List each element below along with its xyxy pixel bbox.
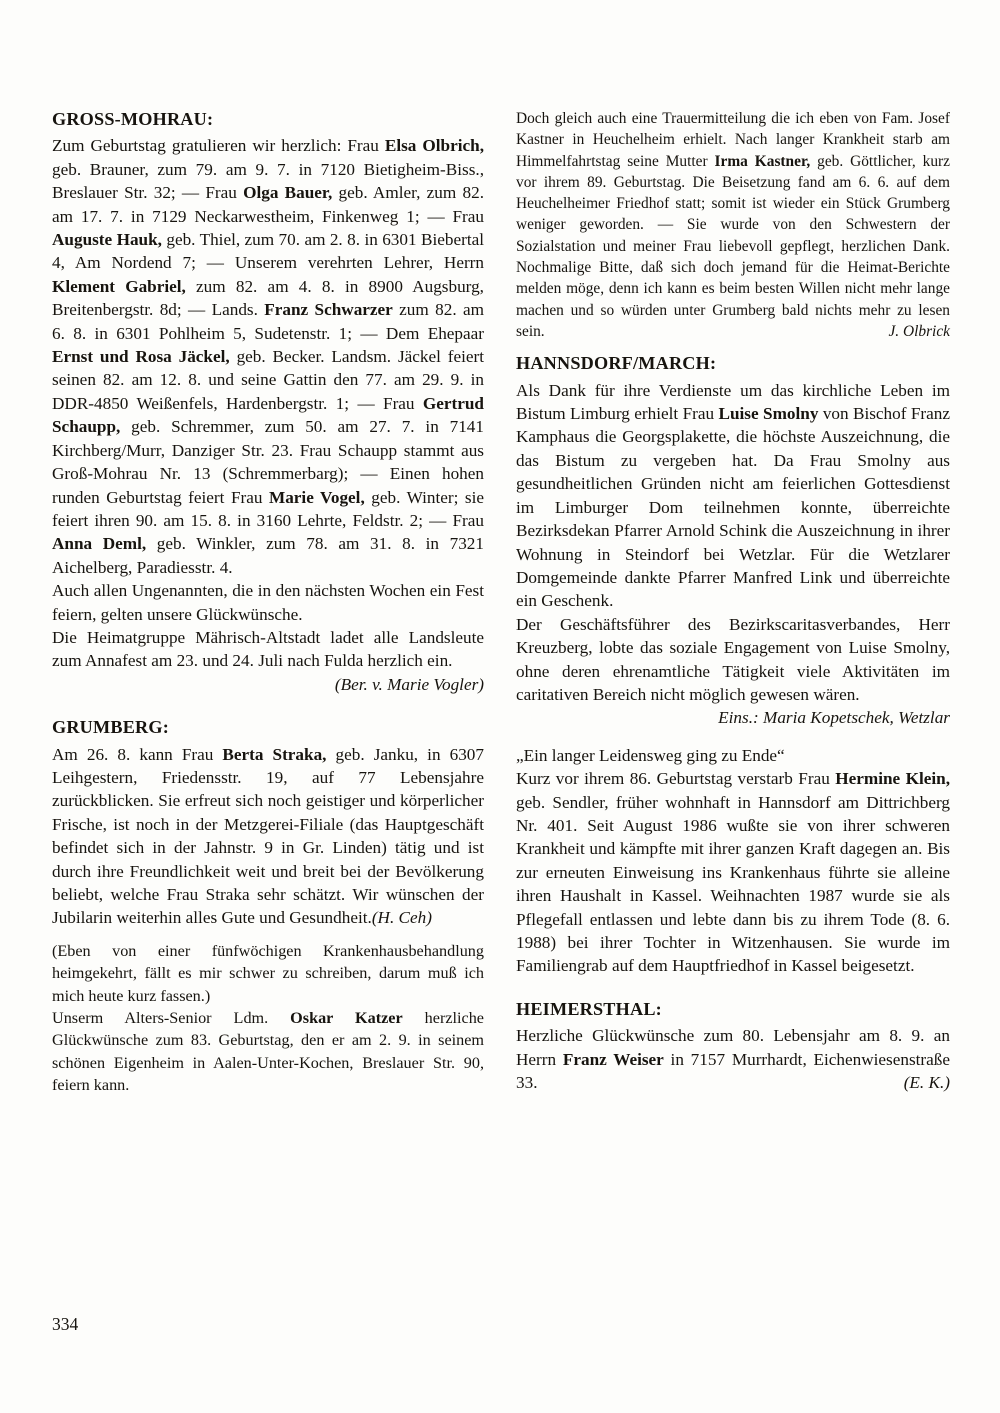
text-run: geb. Brauner, zum 79. am 9. 7. in 7120 Bietigheim-Biss., Breslauer Str. 32; — Frau (52, 159, 484, 203)
person-name: Marie Vogel, (268, 487, 365, 507)
text-run: „Ein langer Leidensweg ging zu Ende“ (516, 745, 785, 765)
person-name: Gertrud Schaupp, (52, 393, 484, 437)
text-run: Zum Geburtstag gratulieren wir herzlich: Frau (52, 136, 385, 156)
paragraph (516, 613, 950, 707)
text-run: zum 82. am 6. 8. in 6301 Pohlheim 5, Sudetenstr. 1; — Dem Ehepaar (52, 300, 484, 343)
text-run: (Eben von einer fünfwöchigen Krankenhausbehandlung heimgekehrt, fällt es mir schwer zu schreiben, darum muß ich mich heute kurz fassen.) (52, 941, 484, 1005)
person-name: Franz Schwarzer (264, 300, 393, 320)
person-name: Anna Deml, (52, 534, 147, 554)
paragraph (516, 1024, 950, 1094)
person-name: Oskar Katzer (290, 1009, 403, 1028)
text-run: geb. Thiel, zum 70. am 2. 8. in 6301 Biebertal 4, Am Nordend 7; — Unserem verehrten Lehrer, Herrn (52, 230, 484, 273)
section-heading: HANNSDORF/MARCH: (516, 353, 717, 374)
text-run: Als Dank für ihre Verdienste um das kirchliche Leben im Bistum Limburg erhielt Frau (516, 380, 950, 424)
paragraph (52, 743, 484, 930)
person-name: Elsa Olbrich, (384, 136, 484, 156)
paragraph (52, 134, 484, 579)
attribution: (E. K.) (903, 1073, 950, 1093)
person-name: Irma Kastner, (714, 152, 811, 170)
text-run: Herzliche Glückwünsche zum 80. Lebensjahr am 8. 9. an Herrn (516, 1026, 950, 1069)
person-name: Olga Bauer, (243, 183, 333, 203)
text-run: geb. Janku, in 6307 Leihgestern, Friedensstr. 19, auf 77 Lebensjahre zurückblicken. Sie erfreut sich noch geistiger und körperlicher Frische, ist noch in der Metzgerei-Filiale (das Hauptgeschäft befindet sich in der Jahnstr. 9 in Gr. Linden) tätig und ist durch ihre Freundlichkeit weit und breit bei der Bevölkerung beliebt, welche Frau Straka sehr schätzt. Wir wünschen der Jubilarin weiterhin alles Gute und Gesundheit. (52, 744, 484, 928)
person-name: Franz Weiser (562, 1049, 664, 1069)
text-run: Die Heimatgruppe Mährisch-Altstadt ladet alle Landsleute zum Annafest am 23. und 24. Juli nach Fulda herzlich ein. (52, 627, 484, 671)
paragraph (516, 767, 950, 978)
right-column (516, 108, 950, 1094)
person-name: Berta Straka, (222, 744, 327, 764)
paragraph (516, 108, 950, 342)
text-run: Unserm Alters-Senior Ldm. (52, 1009, 291, 1028)
text-run: geb. Winkler, zum 78. am 31. 8. in 7321 Aichelberg, Paradiesstr. 4. (52, 534, 484, 577)
text-run: Kurz vor ihrem 86. Geburtstag verstarb Frau (516, 769, 836, 789)
signature-line: (Ber. v. Marie Vogler) (334, 674, 484, 694)
signature-line: Eins.: Maria Kopetschek, Wetzlar (718, 708, 950, 728)
paragraph (516, 744, 950, 767)
text-run: geb. Winter; sie feiert ihren 90. am 15. 8. in 3160 Lehrte, Feldstr. 2; — Frau (52, 487, 484, 530)
paragraph (52, 940, 484, 1007)
person-name: Luise Smolny (718, 404, 819, 424)
text-run: Der Geschäftsführer des Bezirkscaritasverbandes, Herr Kreuzberg, lobte das soziale Engagement von Luise Smolny, ohne deren ehrenamtliche Tätigkeit viele Aktivitäten im caritativen Bereich nicht möglich gewesen wären. (516, 614, 950, 704)
paragraph (52, 1007, 484, 1097)
paragraph (516, 379, 950, 613)
text-run: Doch gleich auch eine Trauermitteilung die ich eben von Fam. Josef Kastner in Heuchelheim erhielt. Nach langer Krankheit starb am Himmelfahrtstag seine Mutter (516, 110, 950, 170)
text-run: geb. Göttlicher, kurz vor ihrem 89. Geburtstag. Die Beisetzung fand am 6. 6. auf dem Heuchelheimer Friedhof statt; somit ist wieder ein Stück Grumberg weniger geworden. — Sie wurde von den Schwestern der Sozialstation und meiner Frau liebevoll gepflegt, herzlichen Dank. Nochmalige Bitte, daß sich doch jemand für die Heimat-Berichte melden möge, denn ich kann es beim besten Willen nicht mehr lange machen und so würden unter Grumberg bald nichts mehr zu lesen sein. (516, 152, 950, 340)
person-name: Auguste Hauk, (52, 230, 162, 250)
person-name: Hermine Klein, (835, 769, 951, 789)
page-number: 334 (52, 1314, 79, 1334)
section-heading: HEIMERSTHAL: (516, 998, 662, 1019)
text-run: herzliche Glückwünsche zum 83. Geburtstag, den er am 2. 9. in seinem schönen Eigenheim in Aalen-Unter-Kochen, Breslauer Str. 90, feiern kann. (52, 1009, 484, 1095)
section-heading: GROSS-MOHRAU: (52, 109, 214, 129)
text-run: geb. Amler, zum 82. am 17. 7. in 7129 Neckarwestheim, Finkenweg 1; — Frau (52, 183, 484, 226)
person-name: Ernst und Rosa Jäckel, (52, 347, 230, 367)
left-column (52, 108, 484, 1097)
text-run: in 7157 Murrhardt, Eichenwiesenstraße 33. (516, 1049, 950, 1093)
attribution: (H. Ceh) (371, 908, 432, 928)
text-run: zum 82. am 4. 8. in 8900 Augsburg, Breitenbergstr. 8d; — Lands. (52, 276, 484, 320)
text-run: geb. Becker. Landsm. Jäckel feiert seinen 82. am 12. 8. und seine Gattin den 77. am 29. 9. in DDR-4850 Weißenfels, Hardenbergstr. 1; — Frau (52, 347, 485, 413)
section-heading: GRUMBERG: (52, 717, 169, 738)
text-run: Am 26. 8. kann Frau (52, 744, 223, 764)
attribution: J. Olbrick (888, 322, 950, 340)
paragraph (52, 579, 484, 626)
person-name: Klement Gabriel, (52, 276, 186, 296)
paragraph (52, 626, 484, 673)
text-run: von Bischof Franz Kamphaus die Georgsplakette, die höchste Auszeichnung, die das Bistum zu vergeben hat. Da Frau Smolny aus gesundheitlichen Gründen nicht am feierlichen Gottesdienst im Limburger Dom teilnehmen konnte, überreichte Bezirksdekan Pfarrer Arnold Schink die Auszeichnung in ihrer Wohnung in Steindorf bei Wetzlar. Für die Wetzlarer Domgemeinde dankte Pfarrer Manfred Link und überreichte ein Geschenk. (516, 404, 950, 611)
text-run: geb. Sendler, früher wohnhaft in Hannsdorf am Dittrichberg Nr. 401. Seit August 1986 wußte sie von ihrer schweren Krankheit und kämpfte mit ihrer ganzen Kraft dagegen an. Bis zur erneuten Einweisung ins Krankenhaus führte sie alleine ihren Haushalt in Kassel. Weihnachten 1987 wurde sie als Pflegefall entlassen und lebte dann bis zu ihrem Tode (8. 6. 1988) bei ihrer Tochter in Witzenhausen. Sie wurde im Familiengrab auf dem Hauptfriedhof in Kassel beigesetzt. (516, 792, 950, 976)
text-run: geb. Schremmer, zum 50. am 27. 7. in 7141 Kirchberg/Murr, Danziger Str. 23. Frau Schaupp stammt aus Groß-Mohrau Nr. 13 (Schremmerbarg); — Einen hohen runden Geburtstag feiert Frau (52, 417, 484, 507)
text-run: Auch allen Ungenannten, die in den nächsten Wochen ein Fest feiern, gelten unsere Glückwünsche. (52, 581, 484, 624)
